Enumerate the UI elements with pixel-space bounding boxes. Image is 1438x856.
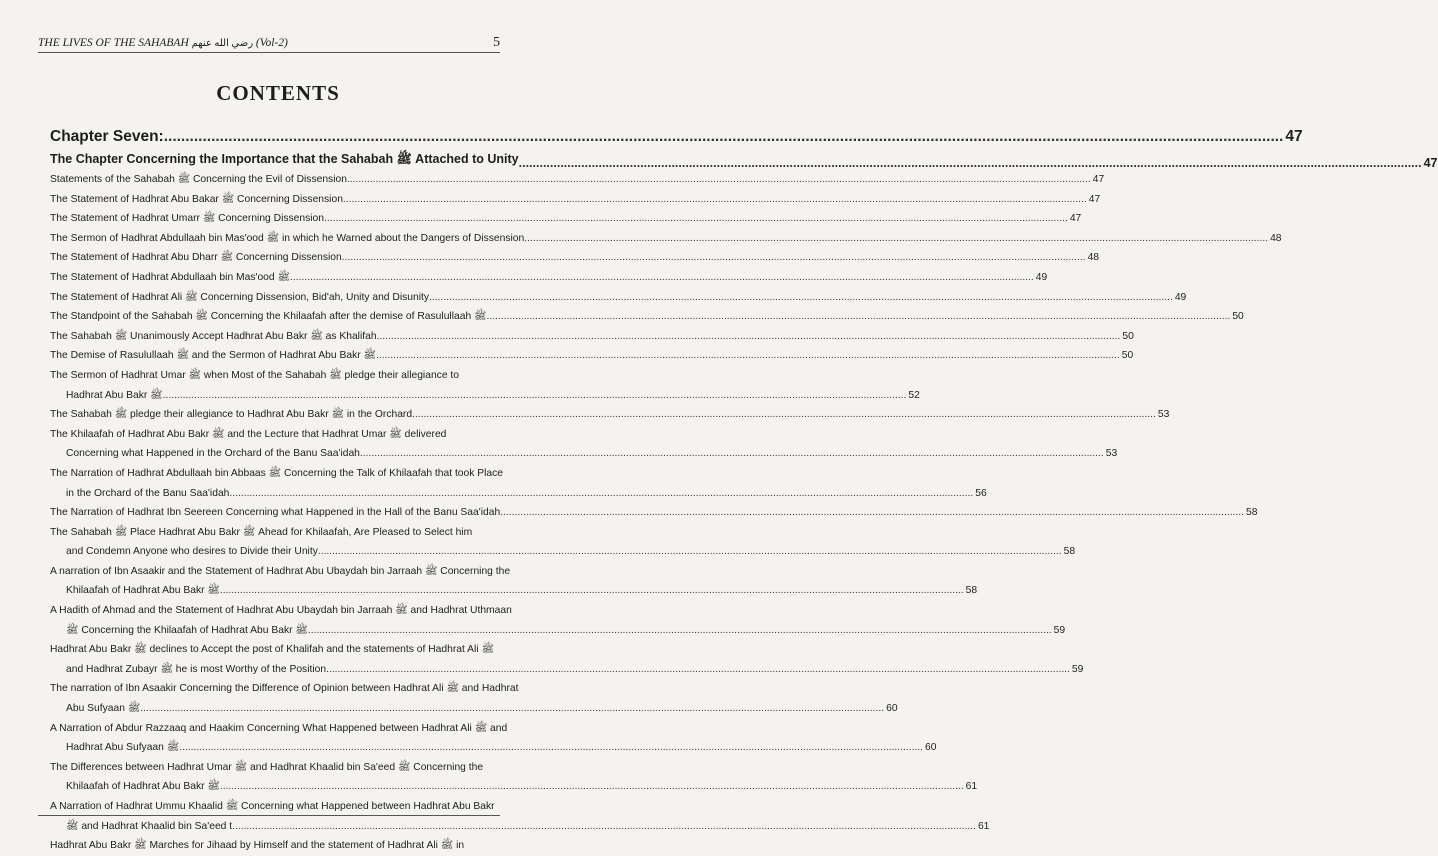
toc-entry-text: Hadhrat Abu Bakr ﷺ Marches for Jihaad by Himself and the statement of Hadhrat Ali ﷺ in <box>50 840 465 852</box>
toc-entry-text: ﷺ and Hadhrat Khaalid bin Sa'eed t <box>66 820 233 832</box>
dot-leader <box>524 229 1268 249</box>
toc-entry-line <box>50 190 1101 210</box>
toc-entry-line <box>50 817 990 837</box>
toc-entry-line <box>50 542 1076 562</box>
toc-entry <box>50 327 1134 347</box>
toc-entry-page: 59 <box>1071 663 1084 675</box>
toc-entry-line <box>50 660 1084 680</box>
dot-leader <box>377 327 1121 347</box>
toc-entry <box>50 268 1048 288</box>
toc-entry-line <box>50 386 920 406</box>
dot-leader <box>318 542 1062 562</box>
toc-entry-line <box>50 170 1105 190</box>
dot-leader <box>163 386 907 406</box>
toc-entry <box>50 601 1066 640</box>
toc-entry <box>50 307 1244 327</box>
toc-entry-line <box>50 797 500 817</box>
dot-leader <box>487 307 1231 327</box>
toc-entry-text: The Sermon of Hadhrat Umar ﷺ when Most of the Sahabah ﷺ pledge their allegiance to <box>50 369 459 381</box>
toc-entry <box>50 425 1118 464</box>
toc-entry-line <box>50 327 1134 347</box>
dot-leader <box>229 484 973 504</box>
dot-leader <box>308 621 1052 641</box>
toc-entry-text: Hadhrat Abu Bakr ﷺ declines to Accept the post of Khalifah and the statements of Hadhrat Ali ﷺ <box>50 644 494 656</box>
toc-entry <box>50 523 1076 562</box>
toc-entry <box>50 405 1170 425</box>
toc-entry-text: A narration of Ibn Asaakir and the Statement of Hadhrat Abu Ubaydah bin Jarraah ﷺ Concerning the <box>50 565 511 577</box>
toc-entry-page: 58 <box>1063 546 1076 558</box>
toc-entry-line <box>50 366 500 386</box>
toc-entry-text: The Statement of Hadhrat Ali ﷺ Concerning Dissension, Bid'ah, Unity and Disunity <box>50 291 430 303</box>
arabic-honorific: رضي الله عنهم <box>191 38 254 49</box>
toc-entry-text: Khilaafah of Hadhrat Abu Bakr ﷺ <box>66 585 220 597</box>
toc-entry-page: 52 <box>908 389 920 401</box>
toc-entry-text: Hadhrat Abu Bakr ﷺ <box>66 389 163 401</box>
toc-entry <box>50 366 920 405</box>
toc-entry-text: Statements of the Sahabah ﷺ Concerning the Evil of Dissension <box>50 174 347 185</box>
toc-entry-line <box>50 679 519 699</box>
page-number: 5 <box>493 35 500 50</box>
toc-entry-text: The Statement of Hadhrat Abu Bakar ﷺ Concerning Dissension <box>50 193 343 205</box>
toc-entry-page: 49 <box>1035 271 1048 283</box>
toc-entry-page: 50 <box>1232 311 1244 323</box>
toc-entry-text: and Condemn Anyone who desires to Divide their Unity <box>66 546 318 558</box>
toc-entry <box>50 679 898 718</box>
toc-entry <box>50 464 987 503</box>
toc-entry-line <box>50 484 987 504</box>
dot-leader <box>347 170 1091 190</box>
toc-entry-line <box>50 248 1100 268</box>
toc-entry-page: 61 <box>977 820 990 832</box>
toc-entry-text: The Narration of Hadhrat Abdullaah bin Abbaas ﷺ Concerning the Talk of Khilaafah that took Place <box>50 467 504 479</box>
bottom-rule <box>38 815 500 816</box>
toc-entry-page: 48 <box>1087 252 1100 264</box>
toc-entry <box>50 758 978 797</box>
dot-leader <box>140 699 884 719</box>
toc-entry-text: A Narration of Hadhrat Ummu Khaalid ﷺ Concerning what Happened between Hadhrat Abu Bakr <box>50 801 495 812</box>
running-header <box>38 37 500 53</box>
toc-entry <box>50 170 1105 190</box>
dot-leader <box>164 128 1284 146</box>
toc-entry-page: 47 <box>1069 213 1082 225</box>
toc-entry-text: The Statement of Hadhrat Abu Dharr ﷺ Concerning Dissension <box>50 252 342 264</box>
toc-entry <box>50 229 1282 249</box>
toc-entry <box>50 562 978 601</box>
toc-entry-line <box>50 229 1282 249</box>
toc-entry-text: The Sermon of Hadhrat Abdullaah bin Mas'ood ﷺ in which he Warned about the Dangers of Dissension <box>50 232 525 244</box>
chapter-heading-page: 47 <box>1285 128 1303 145</box>
toc-entry-text: The Narration of Hadhrat Ibn Seereen Concerning what Happened in the Hall of the Banu Saa'idah <box>50 507 501 519</box>
toc-entry-line <box>50 288 1187 308</box>
toc-entry-line <box>50 581 978 601</box>
toc-entry <box>50 836 500 856</box>
dot-leader <box>324 209 1068 229</box>
toc-entry-text: The Statement of Hadhrat Umarr ﷺ Concerning Dissension <box>50 213 325 225</box>
toc-entry-text: The Sahabah ﷺ Unanimously Accept Hadhrat Abu Bakr ﷺ as Khalifah <box>50 330 377 342</box>
toc-entry-text: and Hadhrat Zubayr ﷺ he is most Worthy of the Position <box>66 663 327 675</box>
toc-entry-line <box>50 444 1118 464</box>
toc-entry-text: in the Orchard of the Banu Saa'idah <box>66 487 230 499</box>
dot-leader <box>232 817 976 837</box>
toc-entry-text: The Differences between Hadhrat Umar ﷺ and Hadhrat Khaalid bin Sa'eed ﷺ Concerning the <box>50 761 484 773</box>
toc-entry-page: 60 <box>886 703 898 715</box>
toc-entry-page: 59 <box>1053 624 1066 636</box>
page-title: CONTENTS <box>216 81 340 105</box>
section-heading-page: 47 <box>1423 156 1438 170</box>
toc-entry-line <box>50 562 511 582</box>
toc-entry-text: The Standpoint of the Sahabah ﷺ Concerning the Khilaafah after the demise of Rasulullaah ﷺ <box>50 311 487 323</box>
toc-entry-line <box>50 738 937 758</box>
toc-entry-line <box>50 346 1134 366</box>
table-of-contents <box>50 122 1438 856</box>
toc-entry <box>50 797 990 836</box>
toc-entry-page: 47 <box>1092 174 1105 185</box>
toc-entry-line <box>50 758 500 778</box>
chapter-heading <box>50 128 1303 146</box>
toc-entry-page: 48 <box>1270 232 1282 244</box>
toc-entry-text: The Sahabah ﷺ Place Hadhrat Abu Bakr ﷺ Ahead for Khilaafah, Are Pleased to Select him <box>50 526 473 538</box>
toc-entry-line <box>50 621 1066 641</box>
toc-entry-text: The Sahabah ﷺ pledge their allegiance to Hadhrat Abu Bakr ﷺ in the Orchard <box>50 409 413 421</box>
dot-leader <box>376 346 1120 366</box>
toc-entry <box>50 288 1187 308</box>
dot-leader <box>343 190 1087 210</box>
toc-entry-page: 50 <box>1121 350 1134 362</box>
dot-leader <box>220 581 964 601</box>
toc-entry-text: Hadhrat Abu Sufyaan ﷺ <box>66 742 180 754</box>
toc-entry-page: 49 <box>1174 291 1187 303</box>
toc-entry-page: 61 <box>965 781 978 793</box>
toc-entry <box>50 503 1258 523</box>
toc-entry-text: The Statement of Hadhrat Abdullaah bin Mas'ood ﷺ <box>50 271 290 283</box>
dot-leader <box>290 268 1034 288</box>
toc-entry-line <box>50 268 1048 288</box>
dot-leader <box>519 156 1422 170</box>
toc-entries <box>50 170 1282 856</box>
toc-entry-text: The narration of Ibn Asaakir Concerning the Difference of Opinion between Hadhrat Ali ﷺ and Hadhrat <box>50 683 519 695</box>
section-heading-text: The Chapter Concerning the Importance that the Sahabah ﷺ Attached to Unity <box>50 152 519 166</box>
toc-entry-line <box>50 601 512 621</box>
toc-entry-page: 60 <box>925 742 937 754</box>
dot-leader <box>220 777 964 797</box>
toc-entry-line <box>50 503 1258 523</box>
toc-entry-line <box>50 307 1244 327</box>
toc-entry-page: 50 <box>1122 330 1134 342</box>
toc-entry <box>50 248 1100 268</box>
toc-entry-text: A Hadith of Ahmad and the Statement of Hadhrat Abu Ubaydah bin Jarraah ﷺ and Hadhrat Uthmaan <box>50 605 512 617</box>
dot-leader <box>326 660 1070 680</box>
toc-entry-line <box>50 699 898 719</box>
toc-entry-page: 47 <box>1088 193 1101 205</box>
toc-entry-line <box>50 640 500 660</box>
dot-leader <box>429 288 1173 308</box>
dot-leader <box>360 444 1104 464</box>
toc-entry <box>50 719 937 758</box>
toc-entry-page: 56 <box>975 487 987 499</box>
toc-entry <box>50 640 1084 679</box>
toc-entry-line <box>50 209 1082 229</box>
toc-entry <box>50 346 1134 366</box>
dot-leader <box>342 248 1086 268</box>
section-heading <box>50 152 1438 170</box>
toc-entry <box>50 190 1101 210</box>
toc-entry-text: Khilaafah of Hadhrat Abu Bakr ﷺ <box>66 781 220 793</box>
dot-leader <box>412 405 1156 425</box>
toc-entry-line <box>50 777 978 797</box>
toc-entry-line <box>50 425 500 445</box>
toc-entry-line <box>50 464 504 484</box>
toc-entry-text: ﷺ Concerning the Khilaafah of Hadhrat Abu Bakr ﷺ <box>66 624 308 636</box>
toc-entry-page: 53 <box>1157 409 1170 421</box>
toc-entry-page: 58 <box>965 585 978 597</box>
dot-leader <box>179 738 923 758</box>
toc-entry-page: 58 <box>1246 507 1258 519</box>
dot-leader <box>500 503 1244 523</box>
toc-entry-text: A Narration of Abdur Razzaaq and Haakim Concerning What Happened between Hadhrat Ali ﷺ and <box>50 722 508 734</box>
toc-entry-text: Concerning what Happened in the Orchard of the Banu Saa'idah <box>66 448 360 460</box>
toc-entry-line <box>50 719 508 739</box>
toc-entry-line <box>50 523 500 543</box>
toc-entry <box>50 209 1082 229</box>
toc-entry-page: 53 <box>1105 448 1118 460</box>
chapter-heading-text: Chapter Seven: <box>50 128 164 145</box>
toc-entry-line <box>50 405 1170 425</box>
running-title: THE LIVES OF THE SAHABAH <box>38 37 189 49</box>
toc-entry-line <box>50 836 500 856</box>
toc-entry-text: The Demise of Rasulullaah ﷺ and the Sermon of Hadhrat Abu Bakr ﷺ <box>50 350 376 362</box>
volume-label: (Vol-2) <box>255 37 288 49</box>
toc-entry-text: The Khilaafah of Hadhrat Abu Bakr ﷺ and the Lecture that Hadhrat Umar ﷺ delivered <box>50 428 447 440</box>
toc-entry-text: Abu Sufyaan ﷺ <box>66 703 141 715</box>
